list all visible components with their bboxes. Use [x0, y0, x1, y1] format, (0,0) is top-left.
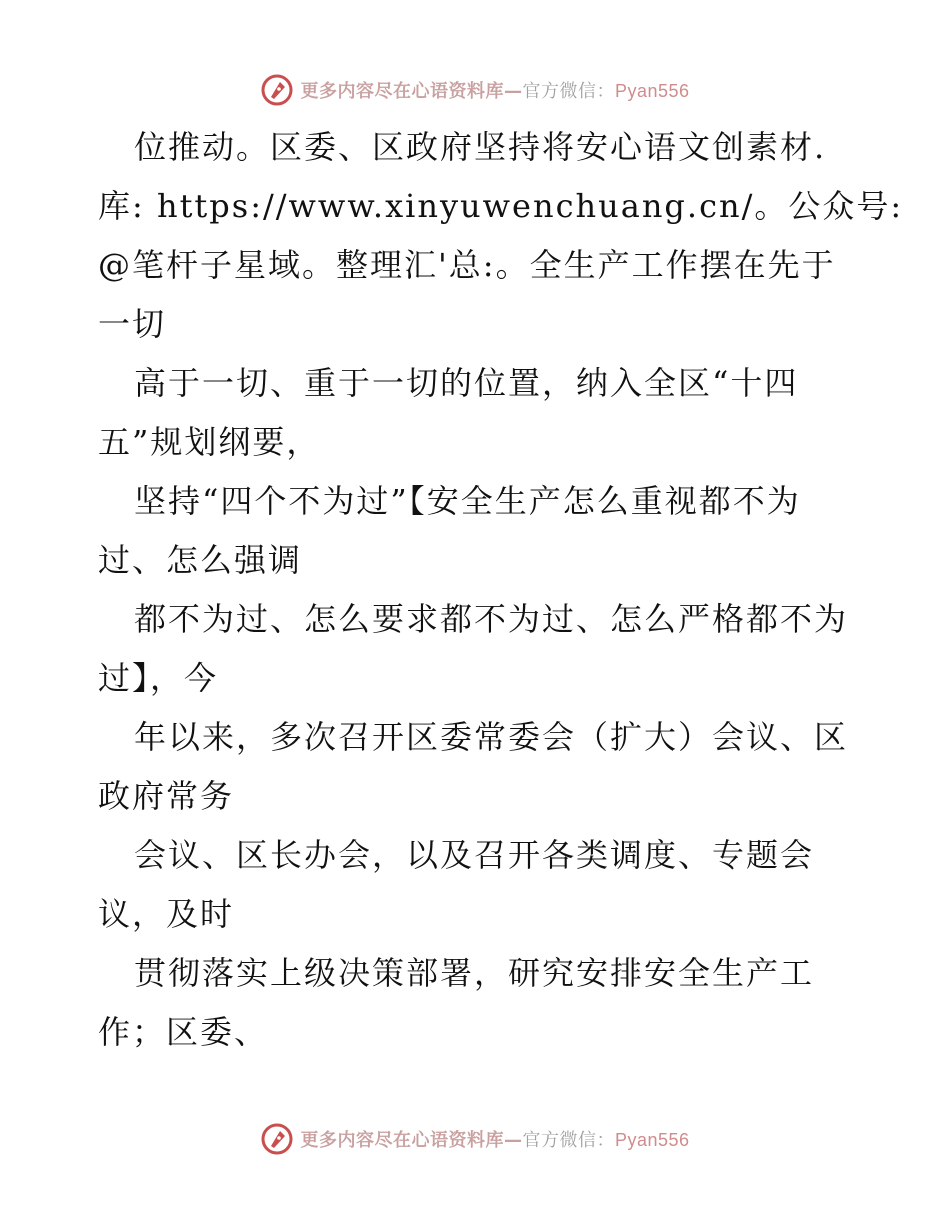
- banner-text: [300, 1126, 689, 1152]
- banner-text: [300, 77, 689, 103]
- body-line: 贯彻落实上级决策部署，研究安排安全生产工: [134, 954, 815, 992]
- body-line: 议，及时: [98, 895, 235, 933]
- body-line: 过、怎么强调: [98, 541, 303, 579]
- body-line: 作；区委、: [98, 1013, 269, 1051]
- footer-banner: [0, 1119, 950, 1159]
- body-line: 政府常务: [98, 777, 235, 815]
- body-line: @笔杆子星域。整理汇'总:。全生产工作摆在先于: [98, 246, 836, 284]
- pen-nib-logo-icon: [260, 1122, 294, 1156]
- body-line: 五”规划纲要，: [98, 423, 321, 461]
- body-line: 一切: [98, 305, 167, 343]
- banner-dash: —: [503, 81, 523, 102]
- body-line: 会议、区长办会，以及召开各类调度、专题会: [134, 836, 815, 874]
- body-line: 高于一切、重于一切的位置，纳入全区“十四: [134, 364, 799, 402]
- banner-title: 更多内容尽在心语资料库: [300, 81, 504, 102]
- header-banner: [0, 70, 950, 110]
- body-line: 都不为过、怎么要求都不为过、怎么严格都不为: [134, 600, 849, 638]
- body-line: 坚持“四个不为过”【安全生产怎么重视都不为: [134, 482, 801, 520]
- banner-title: 更多内容尽在心语资料库: [300, 1130, 504, 1151]
- body-line: 年以来，多次召开区委常委会（扩大）会议、区: [134, 718, 849, 756]
- banner-dash: —: [503, 1130, 523, 1151]
- body-line: 位推动。区委、区政府坚持将安心语文创素材.: [134, 128, 827, 166]
- wechat-id: Pyan556: [614, 1130, 690, 1150]
- pen-nib-logo-icon: [260, 73, 294, 107]
- wechat-label: 官方微信：: [522, 1130, 615, 1151]
- body-line: 过】，今: [98, 659, 219, 697]
- body-line: 库: https://www.xinyuwenchuang.cn/。公众号:: [98, 187, 904, 225]
- document-body: [98, 118, 904, 1062]
- wechat-id: Pyan556: [614, 81, 690, 101]
- wechat-label: 官方微信：: [522, 81, 615, 102]
